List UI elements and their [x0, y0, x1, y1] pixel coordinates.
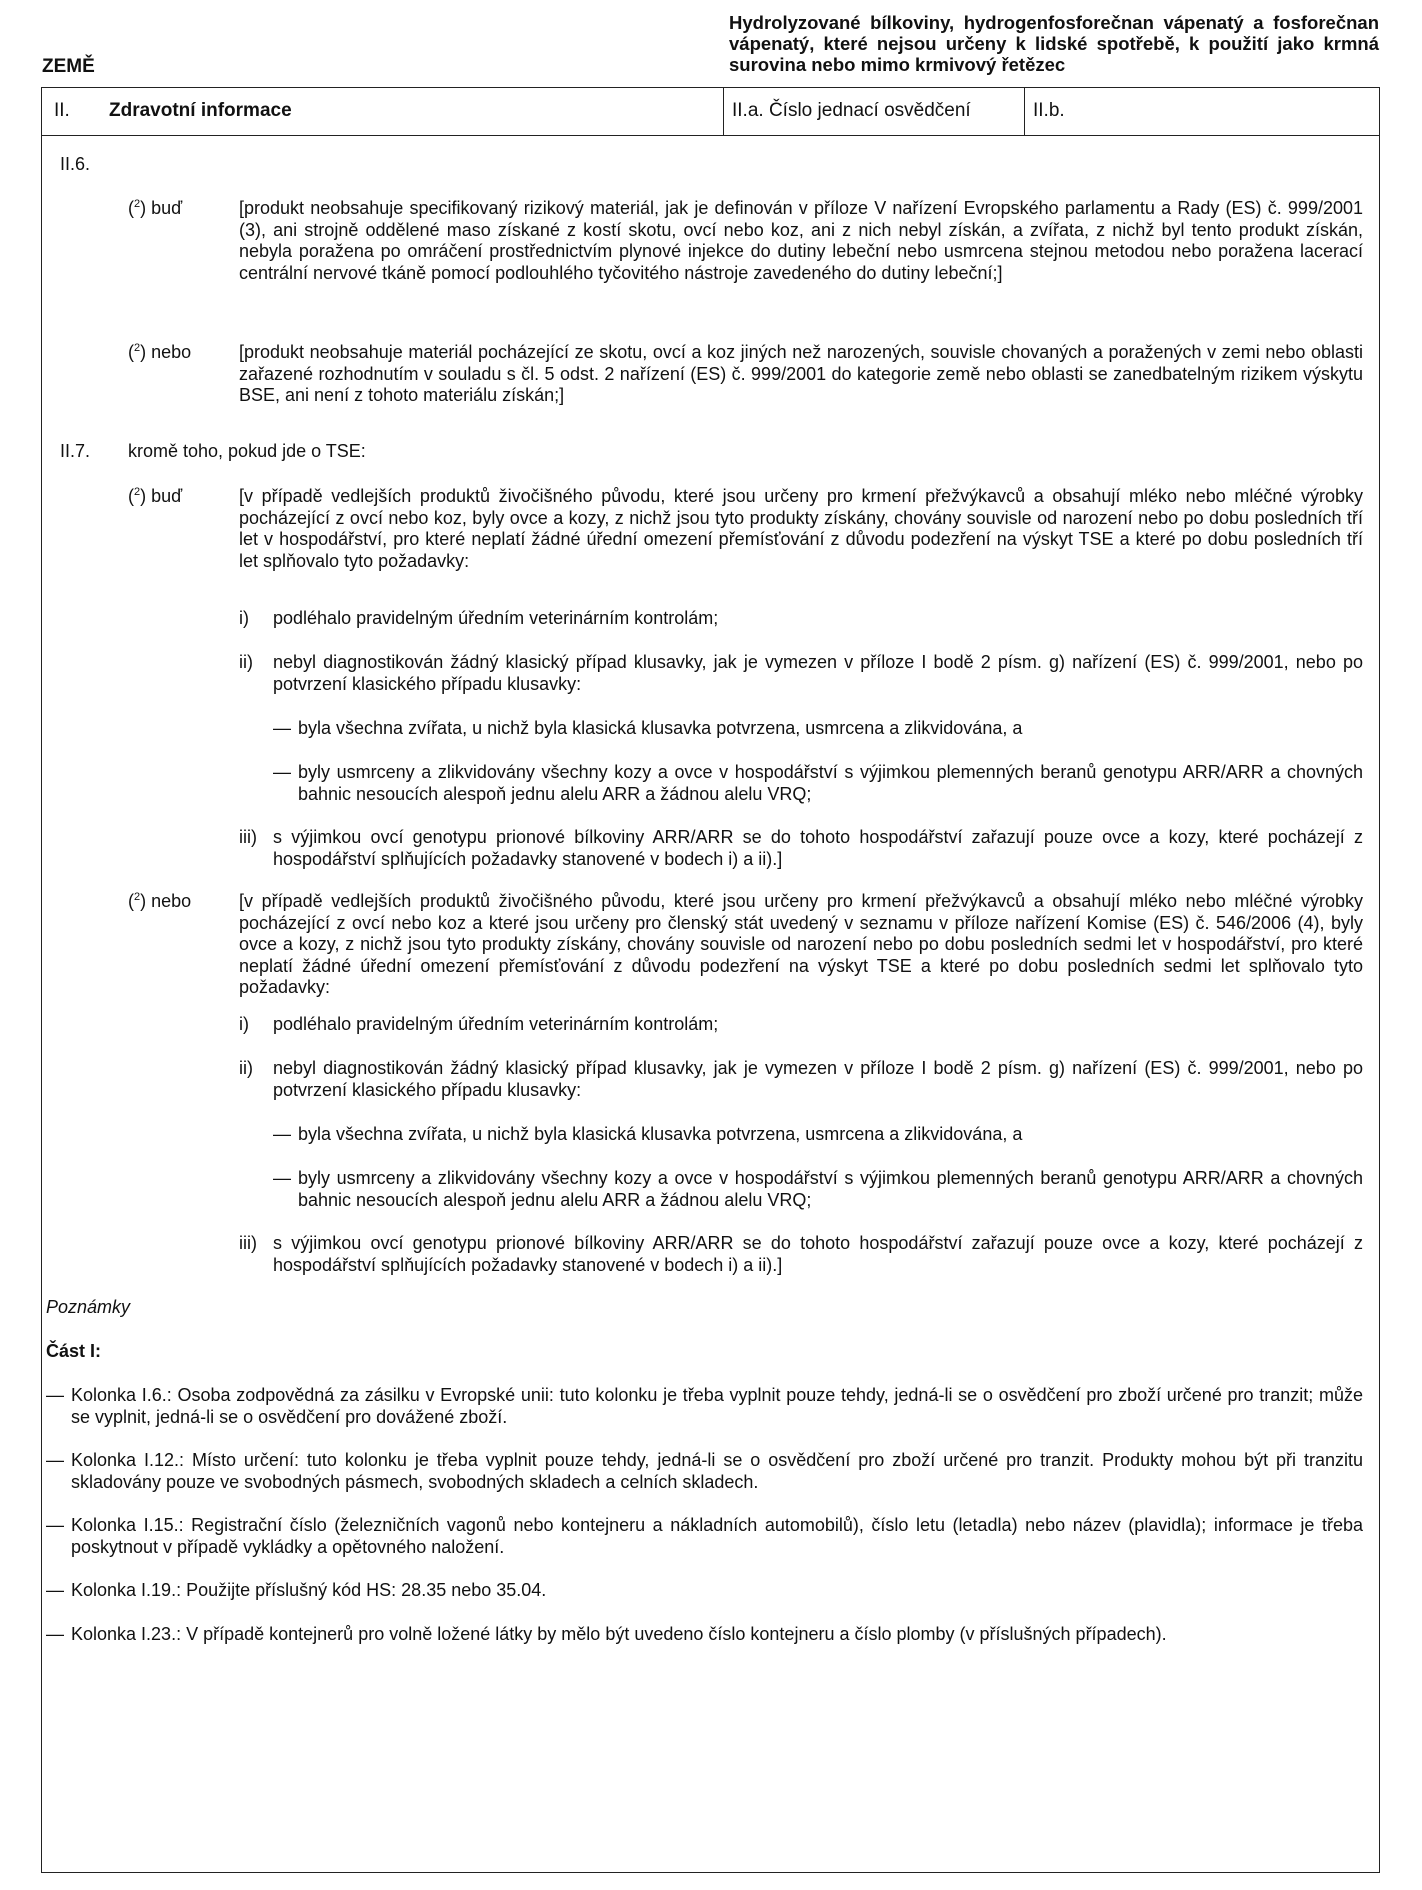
- dash-bullet: —: [46, 1515, 64, 1535]
- section-header-bar: [42, 88, 1379, 136]
- item-number: iii): [239, 1233, 257, 1253]
- dash-bullet: —: [46, 1580, 64, 1600]
- section-6-number: II.6.: [60, 154, 91, 174]
- item-number: ii): [239, 1058, 253, 1078]
- item-text: podléhalo pravidelným úředním veterinárním kontrolám;: [273, 1014, 719, 1034]
- note-item: Kolonka I.12.: Místo určení: tuto kolonku je třeba vyplnit pouze tehdy, jedná-li se o osvědčení pro zboží určené pro tranzit. Produkty mohou být při tranzitu skladovány pouze ve svobodných pásmech, svobodných skladech a celních skladech.: [71, 1450, 1363, 1492]
- country-heading: ZEMĚ: [42, 56, 95, 77]
- dash-bullet: —: [273, 1124, 291, 1144]
- item-text: nebyl diagnostikován žádný klasický případ klusavky, jak je vymezen v příloze I bodě 2 písm. g) nařízení (ES) č. 999/2001, nebo po potvrzení klasického případu klusavky:: [273, 652, 1363, 694]
- item-text: s výjimkou ovcí genotypu prionové bílkoviny ARR/ARR se do tohoto hospodářství zařazují pouze ovce a kozy, které pocházejí z hospodářství splňujících požadavky stanovené v bodech i) a ii).]: [273, 827, 1363, 869]
- s6-option-1-text: [produkt neobsahuje specifikovaný rizikový materiál, jak je definován v příloze V nařízení Evropského parlamentu a Rady (ES) č. 999/2001 (3), ani strojně oddělené maso získané z kostí skotu, ovcí nebo koz, ani z nich nebyl získán, a zvířata, z nichž byl tento produkt získán, nebyla poražena po omráčení prostřednictvím plynové injekce do dutiny lebeční nebo usmrcena stejnou metodou nebo poražena lacerací centrální nervové tkáně pomocí podlouhlého tyčovitého nástroje zavedeného do dutiny lebeční;]: [239, 198, 1363, 283]
- content-frame: [41, 87, 1380, 1873]
- section-title: Zdravotní informace: [109, 100, 292, 121]
- dash-bullet: —: [273, 1168, 291, 1188]
- item-number: ii): [239, 652, 253, 672]
- divider: [1024, 88, 1025, 135]
- item-number: i): [239, 1014, 249, 1034]
- dash-item-text: byla všechna zvířata, u nichž byla klasická klusavka potvrzena, usmrcena a zlikvidována, a: [298, 1124, 1023, 1144]
- item-text: nebyl diagnostikován žádný klasický případ klusavky, jak je vymezen v příloze I bodě 2 písm. g) nařízení (ES) č. 999/2001, nebo po potvrzení klasického případu klusavky:: [273, 1058, 1363, 1100]
- dash-bullet: —: [46, 1385, 64, 1405]
- option-label: ($^2$) nebo: [128, 342, 192, 362]
- note-item: Kolonka I.15.: Registrační číslo (železničních vagonů nebo kontejneru a nákladních automobilů), číslo letu (letadla) nebo název (plavidla); informace je třeba poskytnout v případě vykládky a opětovného naložení.: [71, 1515, 1363, 1557]
- dash-bullet: —: [46, 1450, 64, 1470]
- notes-heading: Poznámky: [46, 1297, 131, 1317]
- notes-part-heading: Část I:: [46, 1341, 102, 1361]
- item-text: podléhalo pravidelným úředním veterinárním kontrolám;: [273, 608, 719, 628]
- dash-bullet: —: [46, 1624, 64, 1644]
- item-number: i): [239, 608, 249, 628]
- document-title: Hydrolyzované bílkoviny, hydrogenfosforečnan vápenatý a fosforečnan vápenatý, které nejsou určeny k lidské spotřebě, k použití jako krmná surovina nebo mimo krmivový řetězec: [729, 12, 1379, 75]
- option-label: ($^2$) nebo: [128, 891, 192, 911]
- note-item: Kolonka I.19.: Použijte příslušný kód HS: 28.35 nebo 35.04.: [71, 1580, 547, 1600]
- divider: [723, 88, 724, 135]
- certificate-reference-2-label: II.b.: [1033, 100, 1065, 121]
- section-7-intro: kromě toho, pokud jde o TSE:: [128, 441, 366, 461]
- section-number: II.: [54, 100, 70, 121]
- dash-item-text: byly usmrceny a zlikvidovány všechny kozy a ovce v hospodářství s výjimkou plemenných beranů genotypu ARR/ARR a chovných bahnic nesoucích alespoň jednu alelu ARR a žádnou alelu VRQ;: [298, 762, 1363, 804]
- note-item: Kolonka I.23.: V případě kontejnerů pro volně ložené látky by mělo být uvedeno číslo kontejneru a číslo plomby (v příslušných případech).: [71, 1624, 1167, 1644]
- option-label: ($^2$) buď: [128, 198, 183, 218]
- dash-bullet: —: [273, 762, 291, 782]
- s7-option-1-text: [v případě vedlejších produktů živočišného původu, které jsou určeny pro krmení přežvýkavců a obsahují mléko nebo mléčné výrobky pocházející z ovcí nebo koz, byly ovce a kozy, z nichž jsou tyto produkty získány, chovány souvisle od narození nebo po dobu posledních tří let v hospodářství, pro které neplatí žádné úřední omezení přemísťování z důvodu podezření na výskyt TSE a které po dobu posledních tří let splňovalo tyto požadavky:: [239, 486, 1363, 571]
- dash-bullet: —: [273, 718, 291, 738]
- s6-option-2-text: [produkt neobsahuje materiál pocházející ze skotu, ovcí a koz jiných než narozených, souvisle chovaných a poražených v zemi nebo oblasti zařazené rozhodnutím v souladu s čl. 5 odst. 2 nařízení (ES) č. 999/2001 do kategorie země nebo oblasti se zanedbatelným rizikem výskytu BSE, ani není z tohoto materiálu získán;]: [239, 342, 1363, 405]
- s7-option-2-text: [v případě vedlejších produktů živočišného původu, které jsou určeny pro krmení přežvýkavců a obsahují mléko nebo mléčné výrobky pocházející z ovcí nebo koz a které jsou určeny pro členský stát uvedený v seznamu v příloze nařízení Komise (ES) č. 546/2006 (4), byly ovce a kozy, z nichž jsou tyto produkty získány, chovány souvisle od narození nebo po dobu posledních sedmi let v hospodářství, pro které neplatí žádné úřední omezení přemísťování z důvodu podezření na výskyt TSE a které po dobu posledních sedmi let splňovalo tyto požadavky:: [239, 891, 1363, 997]
- option-label: ($^2$) buď: [128, 486, 183, 506]
- dash-item-text: byly usmrceny a zlikvidovány všechny kozy a ovce v hospodářství s výjimkou plemenných beranů genotypu ARR/ARR a chovných bahnic nesoucích alespoň jednu alelu ARR a žádnou alelu VRQ;: [298, 1168, 1363, 1210]
- dash-item-text: byla všechna zvířata, u nichž byla klasická klusavka potvrzena, usmrcena a zlikvidována, a: [298, 718, 1023, 738]
- section-7-number: II.7.: [60, 441, 91, 461]
- note-item: Kolonka I.6.: Osoba zodpovědná za zásilku v Evropské unii: tuto kolonku je třeba vyplnit pouze tehdy, jedná-li se o osvědčení pro zboží určené pro tranzit; může se vyplnit, jedná-li se o osvědčení pro dovážené zboží.: [71, 1385, 1363, 1427]
- certificate-reference-label: II.a. Číslo jednací osvědčení: [732, 100, 971, 121]
- item-number: iii): [239, 827, 257, 847]
- item-text: s výjimkou ovcí genotypu prionové bílkoviny ARR/ARR se do tohoto hospodářství zařazují pouze ovce a kozy, které pocházejí z hospodářství splňujících požadavky stanovené v bodech i) a ii).]: [273, 1233, 1363, 1275]
